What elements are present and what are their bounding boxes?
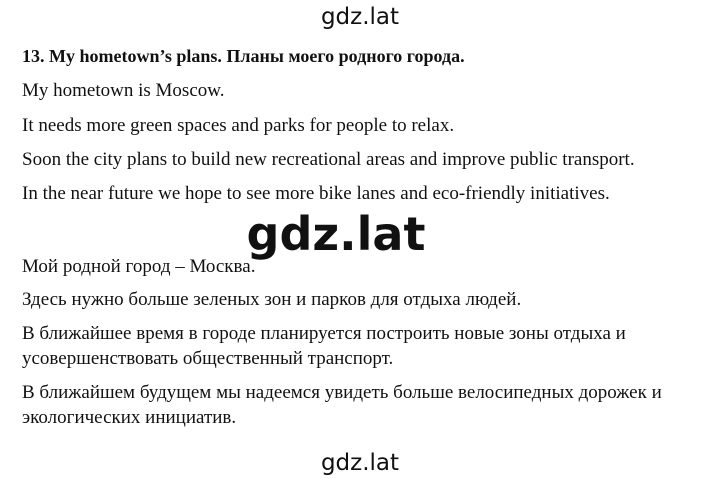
- english-sentence-2: It needs more green spaces and parks for people to relax.: [22, 115, 455, 136]
- english-sentence-1: My hometown is Moscow.: [22, 80, 225, 101]
- russian-sentence-1: Мой родной город – Москва.: [22, 256, 256, 277]
- watermark-top: gdz.lat: [320, 4, 400, 30]
- exercise-title: 13. My hometown’s plans. Планы моего родного города.: [22, 46, 465, 66]
- russian-sentence-2: Здесь нужно больше зеленых зон и парков для отдыха людей.: [22, 289, 522, 310]
- russian-sentence-4: В ближайшем будущем мы надеемся увидеть больше велосипедных дорожек и экологических инициатив.: [22, 382, 662, 428]
- watermark-bottom: gdz.lat: [320, 450, 400, 476]
- english-sentence-4: In the near future we hope to see more bike lanes and eco-friendly initiatives.: [22, 183, 610, 204]
- russian-sentence-3: В ближайшее время в городе планируется построить новые зоны отдыха и усовершенствовать общественный транспорт.: [22, 323, 626, 369]
- english-sentence-3: Soon the city plans to build new recreational areas and improve public transport.: [22, 149, 635, 170]
- watermark-middle: gdz.lat: [246, 207, 426, 261]
